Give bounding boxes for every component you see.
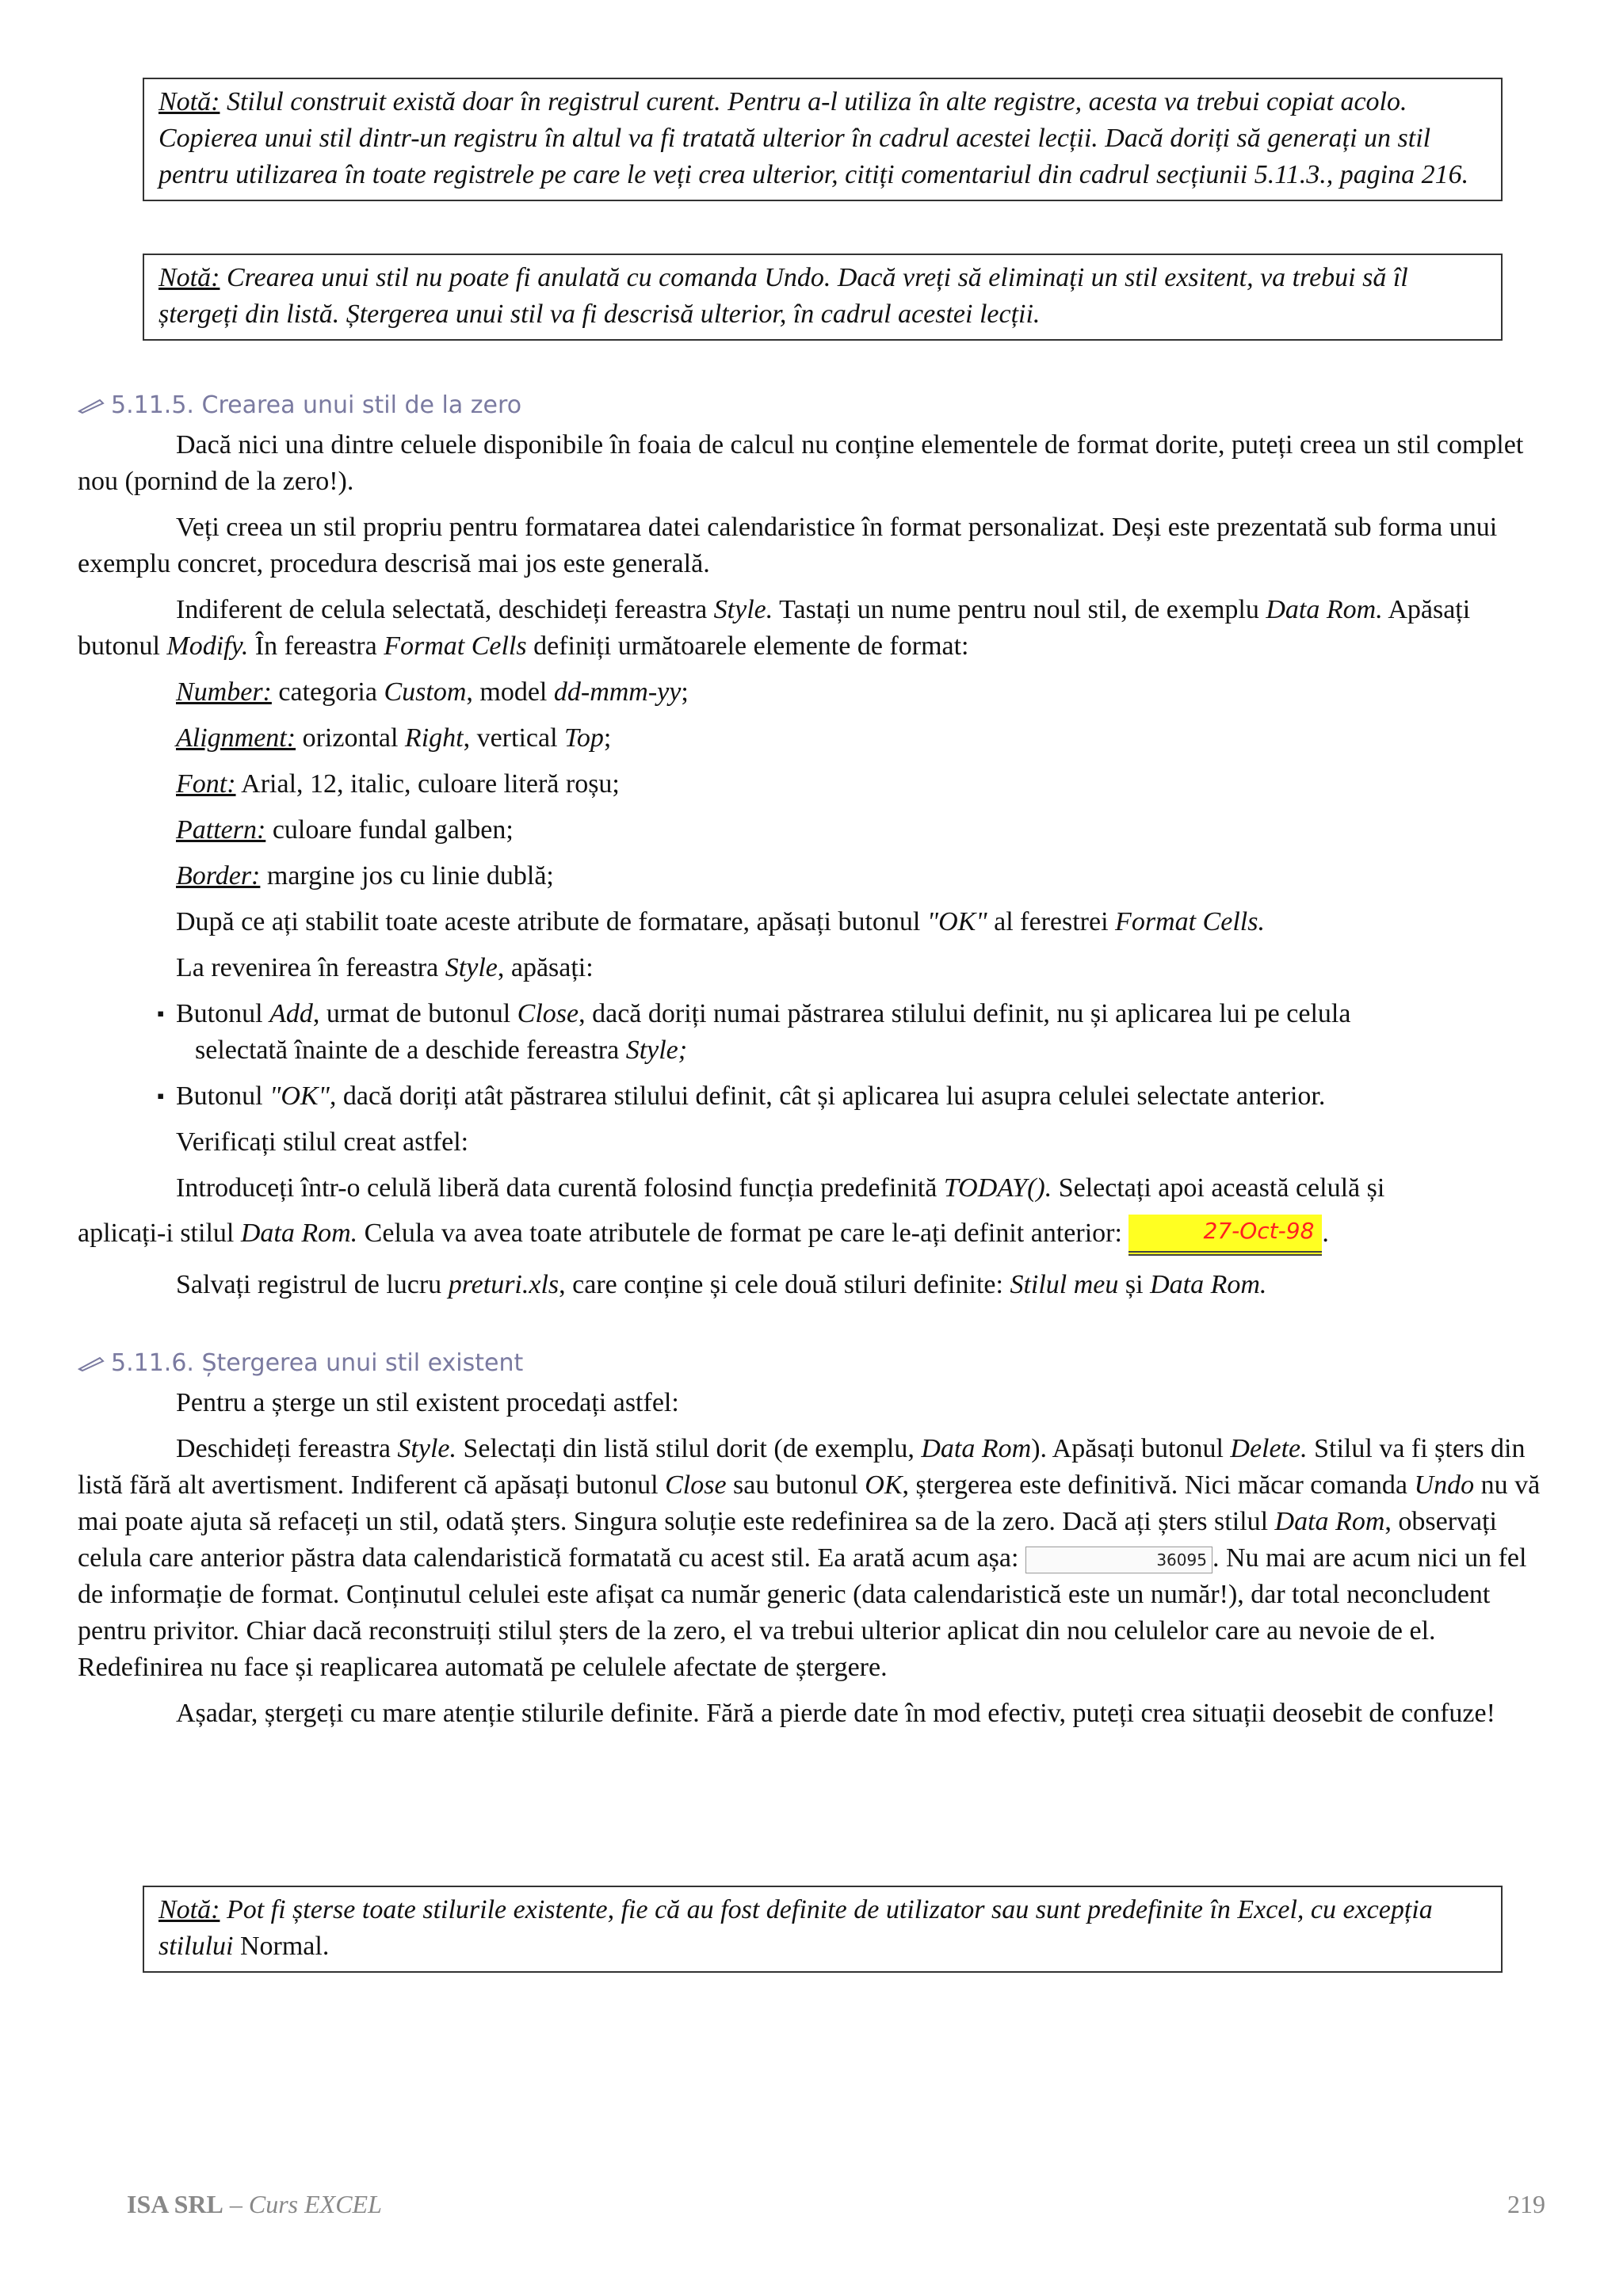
format-label: Number: xyxy=(176,677,272,707)
format-item-alignment xyxy=(78,720,1544,757)
text: Delete. xyxy=(1230,1434,1308,1463)
text: al ferestrei xyxy=(987,907,1116,936)
text: Introduceți într-o celulă liberă data curentă folosind funcția predefinită xyxy=(176,1173,944,1203)
text: OK xyxy=(865,1470,903,1500)
text: culoare fundal galben; xyxy=(265,815,514,845)
page-body xyxy=(78,391,1544,1732)
paragraph xyxy=(78,1210,1544,1257)
text: ; xyxy=(681,677,689,707)
note-text: Normal. xyxy=(239,1932,330,1961)
format-label: Alignment: xyxy=(176,723,296,753)
text: Selectați din listă stilul dorit (de exemplu, xyxy=(456,1434,922,1463)
note-box-3 xyxy=(143,1886,1503,1973)
text: Close xyxy=(517,999,579,1028)
text: Style; xyxy=(625,1035,688,1065)
unformatted-number-cell: 36095 xyxy=(1025,1547,1212,1573)
text: Salvați registrul de lucru xyxy=(176,1270,449,1299)
text: La revenirea în fereastra xyxy=(176,953,445,982)
text: Stilul meu xyxy=(1010,1270,1119,1299)
text: selectată înainte de a deschide fereastra xyxy=(195,1035,626,1065)
text: Custom xyxy=(384,677,467,707)
text: Butonul xyxy=(176,999,270,1028)
footer-left xyxy=(127,2190,382,2219)
text: . xyxy=(1322,1219,1329,1248)
text: , urmat de butonul xyxy=(312,999,517,1028)
pencil-icon xyxy=(78,1355,105,1372)
pencil-icon xyxy=(78,397,105,414)
text: , dacă doriți numai păstrarea stilului definit, nu și aplicarea lui pe celula xyxy=(579,999,1351,1028)
text: După ce ați stabilit toate aceste atribute de formatare, apăsați butonul xyxy=(176,907,927,936)
text: "OK", xyxy=(269,1081,337,1111)
section-title: 5.11.5. Crearea unui stil de la zero xyxy=(111,391,522,419)
text: Indiferent de celula selectată, deschideți fereastra xyxy=(176,595,714,624)
paragraph xyxy=(78,1431,1544,1686)
text: Top xyxy=(564,723,604,753)
format-label: Pattern: xyxy=(176,815,266,845)
text: În fereastra xyxy=(248,631,384,661)
text: categoria xyxy=(271,677,384,707)
footer-dash: – xyxy=(223,2190,249,2218)
text: Data Rom. xyxy=(240,1219,358,1248)
text: aplicați-i stilul xyxy=(78,1219,241,1248)
paragraph-text: Veți creea un stil propriu pentru formatarea datei calendaristice în format personalizat. Deși este prezentată sub forma unui exemplu concret, procedura descrisă mai jos este generală. xyxy=(78,513,1498,578)
text: Butonul xyxy=(176,1081,270,1111)
text: Stilul va fi șters din listă fără alt avertisment. Indiferent că apăsați butonul xyxy=(78,1434,1526,1500)
text: dacă doriți atât păstrarea stilului definit, cât și aplicarea lui asupra celulei selectate anterior. xyxy=(336,1081,1326,1111)
text: , observați celula care anterior păstra data calendaristică formatată cu acest stil. Ea arată acum așa: xyxy=(78,1507,1498,1573)
text: Deschideți fereastra xyxy=(176,1434,398,1463)
format-item-font xyxy=(78,766,1544,803)
text: Modify. xyxy=(166,631,249,661)
paragraph-text: Pentru a șterge un stil existent procedați astfel: xyxy=(176,1388,679,1417)
text: definiți următoarele elemente de format: xyxy=(526,631,969,661)
text: Style. xyxy=(713,595,773,624)
paragraph xyxy=(78,1124,1544,1161)
list-item xyxy=(78,1078,1544,1115)
text: Data Rom. xyxy=(1150,1270,1267,1299)
paragraph xyxy=(78,1385,1544,1421)
note-text: Pot fi șterse toate stilurile existente, fie că au fost definite de utilizator sau sunt predefinite în Excel, cu excepția stilului xyxy=(158,1895,1433,1961)
page-number: 219 xyxy=(1507,2190,1545,2218)
text: Format Cells. xyxy=(1115,907,1265,936)
section-title: 5.11.6. Ștergerea unui stil existent xyxy=(111,1349,524,1377)
text: Verificați stilul creat astfel: xyxy=(176,1127,469,1157)
formatted-date-cell: 27-Oct-98 xyxy=(1128,1215,1322,1256)
note-label: Notă: xyxy=(158,1895,220,1924)
format-label: Border: xyxy=(176,861,261,891)
text: Add xyxy=(269,999,313,1028)
format-item-number xyxy=(78,674,1544,711)
text: Data Rom xyxy=(921,1434,1032,1463)
paragraph xyxy=(78,1170,1544,1207)
section-heading xyxy=(78,391,1544,419)
paragraph-text: Așadar, ștergeți cu mare atenție stilurile definite. Fără a pierde date în mod efectiv, puteți crea situații deosebit de confuze! xyxy=(176,1699,1495,1728)
paragraph xyxy=(78,950,1544,986)
text: Apăsați butonul xyxy=(78,595,1471,661)
text: Data Rom. xyxy=(1266,595,1383,624)
text: ; xyxy=(603,723,612,753)
text: Style. xyxy=(397,1434,456,1463)
note-box-2 xyxy=(143,254,1503,341)
text: ). Apăsați butonul xyxy=(1031,1434,1231,1463)
text: , care conține și cele două stiluri definite: xyxy=(559,1270,1010,1299)
footer-course: Curs EXCEL xyxy=(248,2190,382,2218)
note-label: Notă: xyxy=(158,87,220,116)
text: , vertical xyxy=(463,723,565,753)
text: , apăsați: xyxy=(497,953,594,982)
text: "OK" xyxy=(926,907,987,936)
bullet-icon: ▪ xyxy=(157,1002,165,1025)
text: Celula va avea toate atributele de format pe care le-ați definit anterior: xyxy=(357,1219,1129,1248)
note-box-1 xyxy=(143,78,1503,201)
list-item xyxy=(78,996,1544,1069)
format-item-pattern xyxy=(78,812,1544,849)
paragraph xyxy=(78,1695,1544,1732)
paragraph-text: Dacă nici una dintre celuele disponibile în foaia de calcul nu conține elementele de format dorite, puteți creea un stil complet nou (pornind de la zero!). xyxy=(78,430,1524,496)
text: Arial, 12, italic, culoare literă roșu; xyxy=(235,769,620,799)
note-text: Crearea unui stil nu poate fi anulată cu comanda Undo. Dacă vreți să eliminați un stil exsitent, va trebui să îl ștergeți din listă. Ștergerea unui stil va fi descrisă ulterior, în cadrul acestei lecții. xyxy=(158,263,1408,329)
text: Data Rom xyxy=(1274,1507,1385,1536)
text: Selectați apoi această celulă și xyxy=(1052,1173,1385,1203)
text: Style xyxy=(445,953,498,982)
text: Format Cells xyxy=(384,631,527,661)
text: margine jos cu linie dublă; xyxy=(260,861,554,891)
text: nu vă mai poate ajuta să refaceți un stil, odată șters. Singura soluție este redefinirea sa de la zero. Dacă ați șters stilul xyxy=(78,1470,1541,1536)
text: Undo xyxy=(1414,1470,1475,1500)
paragraph xyxy=(78,1267,1544,1303)
bullet-icon: ▪ xyxy=(157,1085,165,1108)
text: sau butonul xyxy=(726,1470,865,1500)
text: Close xyxy=(665,1470,727,1500)
text: . Nu mai are acum nici un fel de informație de format. Conținutul celulei este afișat ca număr generic (data calendaristică este un număr!), dar total neconcludent pentru privitor. Chiar dacă reconstruiți stilul șters de la zero, el va trebui ulterior aplicat din nou celulelor care au nevoie de el. Redefinirea nu face și reaplicarea automată pe celulele afectate de ștergere. xyxy=(78,1543,1527,1682)
text: dd-mmm-yy xyxy=(553,677,682,707)
text: Tastați un nume pentru noul stil, de exemplu xyxy=(773,595,1266,624)
section-heading xyxy=(78,1349,1544,1377)
format-label: Font: xyxy=(176,769,236,799)
paragraph xyxy=(78,427,1544,500)
format-item-border xyxy=(78,858,1544,894)
text: TODAY(). xyxy=(943,1173,1052,1203)
paragraph xyxy=(78,904,1544,940)
note-text: Stilul construit există doar în registrul curent. Pentru a-l utiliza în alte registre, acesta va trebui copiat acolo. Copierea unui stil dintr-un registru în altul va fi tratată ulterior în cadrul acestei lecții. Dacă doriți să generați un stil pentru utilizarea în toate registrele pe care le veți crea ulterior, citiți comentariul din cadrul secțiunii 5.11.3., pagina 216. xyxy=(158,87,1469,189)
text: , ștergerea este definitivă. Nici măcar comanda xyxy=(902,1470,1415,1500)
text: și xyxy=(1118,1270,1151,1299)
text: , model xyxy=(466,677,554,707)
paragraph xyxy=(78,592,1544,665)
text: orizontal xyxy=(296,723,405,753)
text: preturi.xls xyxy=(448,1270,559,1299)
footer-company: ISA SRL xyxy=(127,2190,223,2218)
text: Right xyxy=(404,723,464,753)
note-label: Notă: xyxy=(158,263,220,292)
paragraph xyxy=(78,509,1544,582)
